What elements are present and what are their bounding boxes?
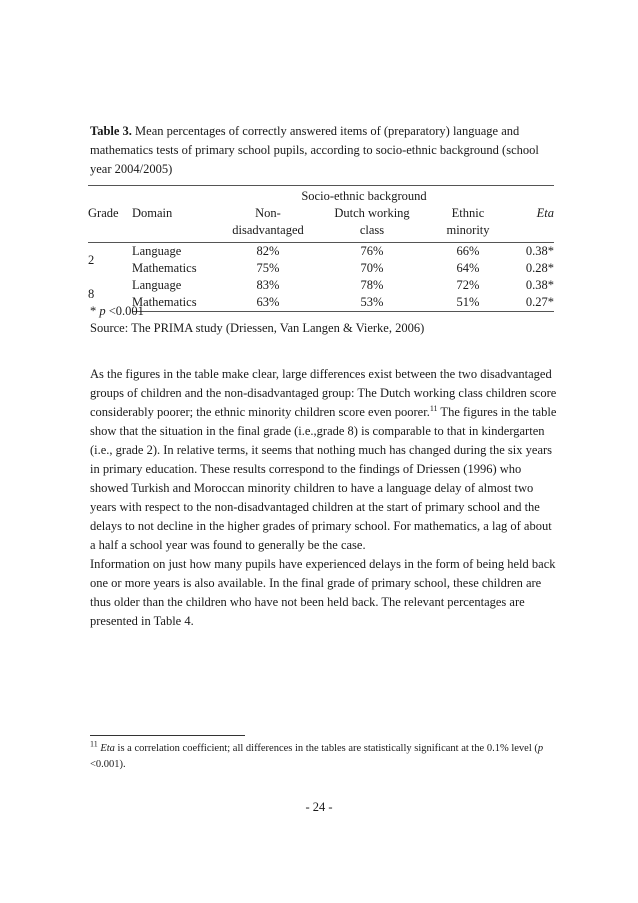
cell-ethnic: 66% <box>456 244 480 258</box>
body-paragraph-1: As the figures in the table make clear, large differences exist between the two disadvantaged groups of children and the non-disadvantaged group: The Dutch working class children score considerably poorer; the ethnic minority children score even poorer.$^{11}$ The figures in the table show that the situation in the final grade (i.e.,grade 8) is comparable to that in kindergarten (i.e., grade 2). In relative terms, it seems that nothing much has changed during the six years in primary education. These results correspond to the findings of Driessen (1996) who showed Turkish and Moroccan minority children to have a language delay of almost two years with respect to the non-disadvantaged children at the start of primary school and the delays to not decline in the higher grades of primary school. For mathematics, a lag of about a half a school year was found to generally be the case. <box>90 367 557 552</box>
cell-eta: 0.27* <box>504 294 554 312</box>
cell-eta: 0.38* <box>525 278 554 292</box>
header-dutch-line2: class <box>312 222 432 243</box>
cell-dutch: 76% <box>360 244 384 258</box>
footnote-divider <box>90 735 245 736</box>
table-row <box>88 277 554 294</box>
header-grade: Grade <box>88 206 119 220</box>
body-paragraph-2: Information on just how many pupils have experienced delays in the form of being held back one or more years is also available. In the final grade of primary school, these children are thus older than the children who have not been held back. The relevant percentages are presented in Table 4. <box>90 557 556 628</box>
cell-nondisadvantaged: 83% <box>256 278 280 292</box>
cell-eta: 0.28* <box>525 261 554 275</box>
cell-domain: Mathematics <box>132 261 197 275</box>
table-caption-label: Table 3. <box>90 124 132 138</box>
header-ethnic-line1: Ethnic <box>451 206 485 220</box>
cell-grade: 8 <box>88 286 95 301</box>
cell-ethnic: 51% <box>432 294 504 312</box>
table-caption-text: Mean percentages of correctly answered items of (preparatory) language and mathematics tests of primary school pupils, according to socio-ethnic background (school year 2004/2005) <box>90 124 539 176</box>
page-number: - 24 - <box>305 800 333 814</box>
cell-nondisadvantaged: 63% <box>224 294 312 312</box>
cell-nondisadvantaged: 75% <box>256 261 280 275</box>
header-dutch-line1: Dutch working <box>334 206 410 220</box>
header-domain: Domain <box>132 206 173 220</box>
cell-dutch: 70% <box>360 261 384 275</box>
cell-dutch: 78% <box>360 278 384 292</box>
source-note: Source: The PRIMA study (Driessen, Van Langen & Vierke, 2006) <box>90 321 425 335</box>
table-row <box>88 260 554 277</box>
footnote-reference: 11 <box>429 403 438 413</box>
cell-ethnic: 64% <box>456 261 480 275</box>
group-header: Socio-ethnic background <box>301 189 427 203</box>
cell-dutch: 53% <box>312 294 432 312</box>
table-row <box>88 243 554 261</box>
cell-domain: Language <box>132 278 182 292</box>
header-nondisadvantaged-line1: Non- <box>255 206 281 220</box>
footnote: $^{11}$ Eta is a correlation coefficient; all differences in the tables are statistically significant at the 0.1% level (p <0.001). <box>90 739 544 770</box>
significance-note: * p <0.001 <box>90 304 144 318</box>
cell-domain: Language <box>132 244 182 258</box>
header-nondisadvantaged-line2: disadvantaged <box>224 222 312 243</box>
cell-nondisadvantaged: 82% <box>256 244 280 258</box>
cell-domain: Mathematics <box>132 294 224 312</box>
cell-ethnic: 72% <box>456 278 480 292</box>
header-eta: Eta <box>536 206 554 220</box>
header-ethnic-line2: minority <box>432 222 504 243</box>
results-table <box>88 185 554 312</box>
table-caption <box>90 122 560 179</box>
cell-eta: 0.38* <box>525 244 554 258</box>
footnote-number: 11 <box>90 739 98 749</box>
table-notes <box>90 303 560 337</box>
cell-grade: 2 <box>88 252 95 267</box>
